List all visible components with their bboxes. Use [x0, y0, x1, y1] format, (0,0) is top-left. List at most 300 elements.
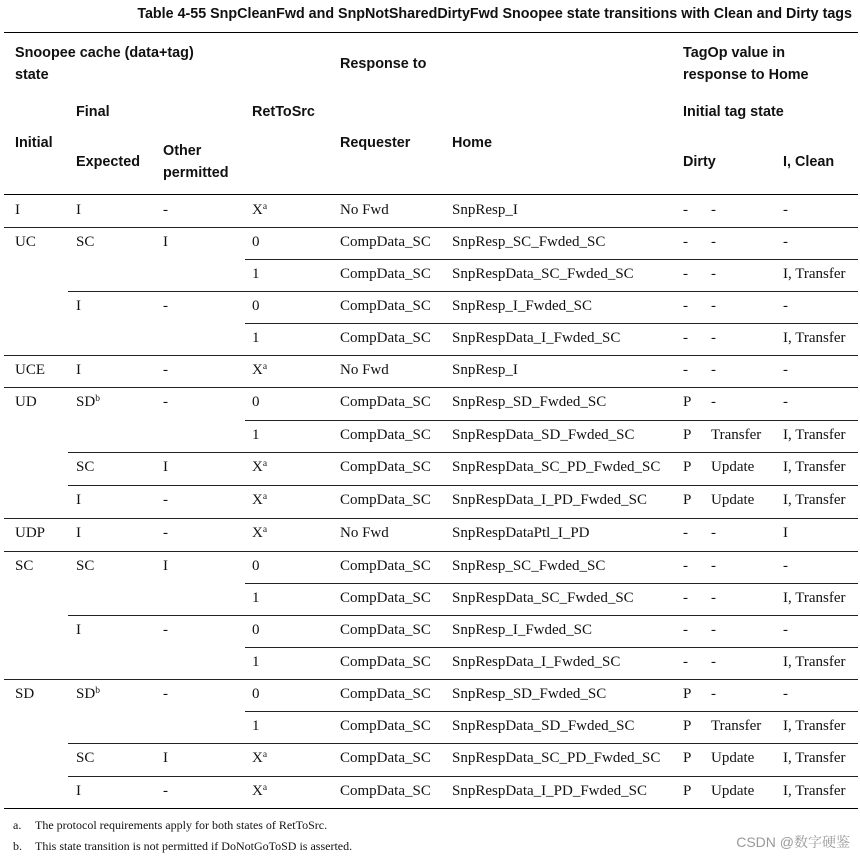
cell-other-permitted	[163, 558, 168, 575]
cell-rettosrc	[252, 525, 267, 542]
cell-dirty-flag	[683, 622, 688, 639]
table-bottom-rule	[4, 808, 858, 809]
row-divider	[4, 551, 858, 552]
cell-dirty-value-text: -	[711, 558, 716, 574]
cell-iclean-text: I, Transfer	[783, 654, 846, 670]
cell-other-permitted-text: I	[163, 558, 168, 574]
cell-home	[452, 202, 518, 219]
cell-requester-text: CompData_SC	[340, 622, 431, 638]
cell-other-permitted-text: -	[163, 783, 168, 799]
cell-dirty-value-text: Update	[711, 492, 755, 508]
table-caption: Table 4-55 SnpCleanFwd and SnpNotSharedDirtyFwd Snoopee state transitions with Clean and Dirty tags	[137, 6, 852, 22]
footnote-b	[13, 836, 353, 857]
cell-home-text: SnpResp_SD_Fwded_SC	[452, 686, 607, 702]
cell-other-permitted-text: I	[163, 459, 168, 475]
cell-home-text: SnpRespData_I_PD_Fwded_SC	[452, 492, 648, 508]
header-dirty: Dirty	[683, 154, 716, 170]
cell-dirty-value	[711, 492, 754, 509]
cell-home	[452, 362, 518, 379]
cell-initial	[15, 525, 45, 542]
cell-dirty-flag-text: -	[683, 622, 688, 638]
cell-home-text: SnpRespData_SC_PD_Fwded_SC	[452, 750, 661, 766]
cell-dirty-flag	[683, 718, 691, 735]
row-divider	[68, 485, 858, 486]
footnotes	[13, 815, 353, 857]
cell-expected	[76, 558, 94, 575]
cell-rettosrc-text: 1	[252, 718, 260, 734]
cell-home-text: SnpResp_I_Fwded_SC	[452, 298, 593, 314]
cell-requester-text: CompData_SC	[340, 234, 431, 250]
cell-dirty-value-text: Update	[711, 459, 755, 475]
header-final: Final	[76, 104, 110, 120]
cell-other-permitted-text: -	[163, 202, 168, 218]
cell-rettosrc-text: 0	[252, 558, 260, 574]
cell-initial-text: UDP	[15, 525, 46, 541]
footnote-ref: b	[95, 686, 100, 696]
cell-iclean	[783, 622, 788, 639]
cell-other-permitted-text: -	[163, 525, 168, 541]
cell-iclean	[783, 362, 788, 379]
cell-dirty-value	[711, 362, 716, 379]
cell-iclean	[783, 525, 788, 542]
cell-iclean	[783, 654, 846, 671]
cell-requester	[340, 298, 431, 315]
footnote-label: a.	[13, 818, 22, 832]
header-home: Home	[452, 135, 492, 151]
cell-expected	[76, 202, 81, 219]
cell-dirty-value	[711, 783, 754, 800]
cell-requester-text: CompData_SC	[340, 783, 431, 799]
cell-requester-text: CompData_SC	[340, 718, 431, 734]
cell-other-permitted-text: -	[163, 394, 168, 410]
cell-home	[452, 654, 620, 671]
cell-dirty-value	[711, 686, 716, 703]
cell-iclean-text: -	[783, 558, 788, 574]
cell-initial	[15, 394, 37, 411]
cell-rettosrc-text: X	[252, 202, 263, 218]
cell-dirty-flag	[683, 686, 691, 703]
cell-dirty-value-text: -	[711, 686, 716, 702]
cell-dirty-value-text: -	[711, 590, 716, 606]
cell-rettosrc-text: 0	[252, 622, 260, 638]
cell-expected	[76, 298, 81, 315]
cell-other-permitted	[163, 234, 168, 251]
table-top-rule	[4, 32, 858, 33]
cell-initial-text: SC	[15, 558, 34, 574]
cell-dirty-value-text: -	[711, 394, 716, 410]
cell-iclean-text: I, Transfer	[783, 266, 846, 282]
header-tagop-line2: response to Home	[683, 67, 809, 83]
cell-dirty-flag-text: P	[683, 427, 692, 443]
footnote-ref: a	[262, 459, 268, 469]
cell-other-permitted	[163, 750, 168, 767]
cell-requester	[340, 202, 389, 219]
cell-dirty-flag	[683, 558, 688, 575]
cell-iclean	[783, 330, 846, 347]
cell-other-permitted	[163, 298, 168, 315]
cell-expected-text: SC	[76, 234, 95, 250]
cell-iclean-text: I, Transfer	[783, 459, 846, 475]
cell-iclean	[783, 718, 846, 735]
cell-initial	[15, 362, 45, 379]
header-expected: Expected	[76, 154, 140, 170]
cell-initial	[15, 234, 36, 251]
cell-expected	[76, 234, 94, 251]
cell-rettosrc	[252, 590, 260, 607]
footnote-ref: a	[262, 750, 268, 760]
header-tagop-line1: TagOp value in	[683, 45, 786, 61]
cell-expected-text: SC	[76, 459, 95, 475]
cell-requester	[340, 558, 431, 575]
cell-home	[452, 686, 606, 703]
cell-dirty-value-text: -	[711, 330, 716, 346]
cell-home	[452, 783, 647, 800]
cell-home-text: SnpResp_I	[452, 362, 518, 378]
cell-initial-text: SD	[15, 686, 35, 702]
cell-rettosrc	[252, 654, 260, 671]
cell-requester	[340, 783, 431, 800]
cell-iclean	[783, 750, 846, 767]
cell-expected-text: I	[76, 622, 81, 638]
cell-other-permitted	[163, 394, 168, 411]
cell-home-text: SnpRespData_SC_PD_Fwded_SC	[452, 459, 661, 475]
cell-home	[452, 427, 635, 444]
cell-iclean-text: I, Transfer	[783, 427, 846, 443]
cell-dirty-flag	[683, 525, 688, 542]
cell-dirty-value-text: -	[711, 202, 716, 218]
cell-dirty-flag	[683, 750, 691, 767]
cell-rettosrc	[252, 266, 260, 283]
cell-requester-text: No Fwd	[340, 362, 389, 378]
footnote-ref: a	[262, 492, 268, 502]
cell-requester-text: CompData_SC	[340, 492, 431, 508]
cell-iclean	[783, 558, 788, 575]
cell-requester	[340, 362, 389, 379]
cell-rettosrc	[252, 558, 260, 575]
row-divider	[68, 291, 858, 292]
cell-initial	[15, 558, 33, 575]
cell-expected	[76, 525, 81, 542]
cell-dirty-value-text: Update	[711, 750, 755, 766]
row-divider	[68, 452, 858, 453]
cell-requester	[340, 750, 431, 767]
cell-home-text: SnpRespData_SC_Fwded_SC	[452, 590, 634, 606]
cell-rettosrc	[252, 686, 260, 703]
cell-dirty-flag-text: P	[683, 492, 692, 508]
cell-iclean	[783, 686, 788, 703]
cell-dirty-flag-text: -	[683, 330, 688, 346]
cell-iclean-text: I, Transfer	[783, 492, 846, 508]
cell-rettosrc-text: X	[252, 492, 263, 508]
cell-other-permitted-text: -	[163, 686, 168, 702]
cell-iclean-text: I, Transfer	[783, 590, 846, 606]
header-response-to: Response to	[340, 56, 427, 72]
cell-expected-text: I	[76, 525, 81, 541]
header-snoopee-line2: state	[15, 67, 49, 83]
cell-dirty-value	[711, 750, 754, 767]
cell-home-text: SnpResp_SC_Fwded_SC	[452, 558, 606, 574]
row-divider	[4, 518, 858, 519]
cell-home-text: SnpResp_SD_Fwded_SC	[452, 394, 607, 410]
cell-dirty-value-text: Transfer	[711, 718, 762, 734]
cell-home	[452, 330, 620, 347]
cell-requester	[340, 654, 431, 671]
cell-rettosrc	[252, 783, 267, 800]
cell-dirty-flag-text: -	[683, 362, 688, 378]
cell-other-permitted-text: -	[163, 298, 168, 314]
cell-initial	[15, 686, 34, 703]
cell-dirty-value-text: Transfer	[711, 427, 762, 443]
header-initial: Initial	[15, 135, 53, 151]
cell-other-permitted	[163, 492, 168, 509]
cell-dirty-flag	[683, 394, 691, 411]
cell-rettosrc-text: 1	[252, 330, 260, 346]
cell-dirty-value-text: -	[711, 298, 716, 314]
footnote-a	[13, 815, 352, 836]
cell-iclean-text: -	[783, 362, 788, 378]
cell-dirty-value	[711, 427, 761, 444]
cell-dirty-flag-text: -	[683, 202, 688, 218]
cell-home-text: SnpRespData_SD_Fwded_SC	[452, 718, 635, 734]
cell-home	[452, 558, 605, 575]
cell-dirty-flag	[683, 234, 688, 251]
cell-rettosrc	[252, 298, 260, 315]
cell-requester	[340, 525, 389, 542]
cell-requester-text: CompData_SC	[340, 266, 431, 282]
header-other-line1: Other	[163, 143, 202, 159]
cell-rettosrc-text: 1	[252, 590, 260, 606]
cell-other-permitted-text: I	[163, 234, 168, 250]
cell-dirty-value	[711, 459, 754, 476]
cell-initial-text: UD	[15, 394, 37, 410]
cell-requester-text: CompData_SC	[340, 298, 431, 314]
cell-dirty-value	[711, 718, 761, 735]
cell-home-text: SnpRespData_SD_Fwded_SC	[452, 427, 635, 443]
cell-dirty-value-text: -	[711, 266, 716, 282]
cell-dirty-flag	[683, 202, 688, 219]
cell-expected-text: I	[76, 492, 81, 508]
cell-dirty-value	[711, 654, 716, 671]
cell-home-text: SnpResp_I_Fwded_SC	[452, 622, 593, 638]
cell-expected	[76, 686, 100, 703]
cell-iclean-text: -	[783, 394, 788, 410]
watermark: CSDN @数字硬鉴	[736, 834, 850, 850]
cell-other-permitted	[163, 362, 168, 379]
cell-dirty-flag-text: P	[683, 750, 692, 766]
cell-iclean-text: -	[783, 234, 788, 250]
cell-iclean	[783, 202, 788, 219]
cell-expected-text: SC	[76, 558, 95, 574]
cell-expected-text: SD	[76, 686, 96, 702]
header-rettosrc: RetToSrc	[252, 104, 315, 120]
cell-expected-text: SD	[76, 394, 96, 410]
cell-iclean	[783, 590, 846, 607]
cell-dirty-value	[711, 298, 716, 315]
cell-requester	[340, 266, 431, 283]
cell-iclean	[783, 783, 846, 800]
cell-expected-text: I	[76, 202, 81, 218]
cell-rettosrc-text: X	[252, 525, 263, 541]
cell-dirty-flag-text: -	[683, 654, 688, 670]
row-divider	[245, 323, 858, 324]
cell-rettosrc-text: 0	[252, 234, 260, 250]
cell-dirty-flag-text: P	[683, 686, 692, 702]
row-divider	[68, 776, 858, 777]
cell-home	[452, 234, 605, 251]
row-divider	[245, 647, 858, 648]
cell-home	[452, 266, 634, 283]
cell-requester	[340, 234, 431, 251]
cell-home	[452, 525, 590, 542]
cell-rettosrc	[252, 492, 267, 509]
cell-initial-text: UCE	[15, 362, 45, 378]
footnote-ref: a	[262, 362, 268, 372]
cell-iclean-text: I, Transfer	[783, 718, 846, 734]
cell-dirty-value-text: -	[711, 234, 716, 250]
cell-rettosrc-text: X	[252, 783, 263, 799]
cell-initial-text: I	[15, 202, 20, 218]
cell-home	[452, 718, 635, 735]
cell-requester	[340, 330, 431, 347]
cell-expected	[76, 492, 81, 509]
header-other-line2: permitted	[163, 165, 229, 181]
cell-expected-text: I	[76, 362, 81, 378]
header-initial-tag-state: Initial tag state	[683, 104, 784, 120]
cell-dirty-flag-text: P	[683, 459, 692, 475]
cell-requester	[340, 686, 431, 703]
cell-dirty-flag	[683, 654, 688, 671]
cell-rettosrc	[252, 234, 260, 251]
cell-other-permitted-text: I	[163, 750, 168, 766]
cell-other-permitted-text: -	[163, 622, 168, 638]
cell-home	[452, 394, 606, 411]
cell-expected-text: SC	[76, 750, 95, 766]
cell-requester-text: CompData_SC	[340, 750, 431, 766]
cell-requester-text: CompData_SC	[340, 558, 431, 574]
cell-dirty-flag	[683, 590, 688, 607]
cell-requester-text: CompData_SC	[340, 654, 431, 670]
cell-rettosrc-text: 1	[252, 266, 260, 282]
cell-dirty-flag	[683, 362, 688, 379]
cell-other-permitted	[163, 202, 168, 219]
cell-rettosrc-text: 1	[252, 654, 260, 670]
cell-dirty-flag-text: -	[683, 525, 688, 541]
cell-iclean	[783, 394, 788, 411]
cell-requester-text: CompData_SC	[340, 459, 431, 475]
cell-expected-text: I	[76, 298, 81, 314]
cell-requester-text: CompData_SC	[340, 590, 431, 606]
cell-requester	[340, 427, 431, 444]
cell-rettosrc	[252, 362, 267, 379]
cell-other-permitted	[163, 459, 168, 476]
cell-expected	[76, 459, 94, 476]
cell-other-permitted	[163, 622, 168, 639]
cell-rettosrc	[252, 750, 267, 767]
cell-dirty-value	[711, 525, 716, 542]
row-divider	[4, 227, 858, 228]
cell-iclean-text: -	[783, 202, 788, 218]
cell-dirty-value-text: -	[711, 525, 716, 541]
footnote-ref: b	[95, 394, 100, 404]
cell-iclean-text: -	[783, 622, 788, 638]
cell-other-permitted-text: -	[163, 492, 168, 508]
cell-requester-text: CompData_SC	[340, 686, 431, 702]
cell-dirty-value	[711, 202, 716, 219]
cell-other-permitted	[163, 783, 168, 800]
cell-dirty-flag	[683, 266, 688, 283]
cell-dirty-value-text: -	[711, 362, 716, 378]
cell-requester	[340, 622, 431, 639]
cell-dirty-flag-text: -	[683, 590, 688, 606]
cell-iclean-text: -	[783, 298, 788, 314]
cell-dirty-value	[711, 234, 716, 251]
cell-home-text: SnpRespDataPtl_I_PD	[452, 525, 590, 541]
cell-rettosrc-text: X	[252, 459, 263, 475]
cell-iclean	[783, 298, 788, 315]
cell-home	[452, 298, 592, 315]
cell-iclean	[783, 492, 846, 509]
cell-iclean-text: I, Transfer	[783, 750, 846, 766]
cell-rettosrc-text: X	[252, 750, 263, 766]
cell-dirty-flag	[683, 330, 688, 347]
cell-initial-text: UC	[15, 234, 36, 250]
cell-requester	[340, 459, 431, 476]
cell-dirty-value-text: Update	[711, 783, 755, 799]
cell-initial	[15, 202, 20, 219]
footnote-label: b.	[13, 839, 22, 853]
cell-iclean	[783, 427, 846, 444]
cell-home	[452, 590, 634, 607]
row-divider	[4, 387, 858, 388]
footnote-ref: a	[262, 525, 268, 535]
cell-other-permitted	[163, 686, 168, 703]
cell-rettosrc	[252, 394, 260, 411]
cell-dirty-flag-text: P	[683, 394, 692, 410]
footnote-ref: a	[262, 783, 268, 793]
cell-dirty-flag-text: P	[683, 718, 692, 734]
cell-requester	[340, 590, 431, 607]
cell-rettosrc	[252, 427, 260, 444]
row-divider	[245, 259, 858, 260]
cell-rettosrc	[252, 622, 260, 639]
header-snoopee-line1: Snoopee cache (data+tag)	[15, 45, 194, 61]
row-divider	[68, 615, 858, 616]
cell-iclean	[783, 234, 788, 251]
cell-dirty-value	[711, 394, 716, 411]
cell-dirty-flag-text: P	[683, 783, 692, 799]
cell-dirty-flag	[683, 783, 691, 800]
cell-rettosrc-text: 0	[252, 298, 260, 314]
cell-dirty-value-text: -	[711, 622, 716, 638]
cell-rettosrc-text: 0	[252, 686, 260, 702]
cell-dirty-flag	[683, 459, 691, 476]
cell-dirty-value	[711, 622, 716, 639]
cell-iclean	[783, 266, 846, 283]
cell-rettosrc	[252, 459, 267, 476]
cell-dirty-flag-text: -	[683, 234, 688, 250]
header-bottom-rule	[4, 194, 858, 195]
cell-iclean-text: -	[783, 686, 788, 702]
cell-iclean	[783, 459, 846, 476]
cell-expected	[76, 622, 81, 639]
row-divider	[245, 711, 858, 712]
cell-home-text: SnpResp_I	[452, 202, 518, 218]
cell-other-permitted-text: -	[163, 362, 168, 378]
cell-dirty-flag	[683, 298, 688, 315]
cell-dirty-flag-text: -	[683, 266, 688, 282]
cell-home-text: SnpRespData_I_PD_Fwded_SC	[452, 783, 648, 799]
header-requester: Requester	[340, 135, 411, 151]
